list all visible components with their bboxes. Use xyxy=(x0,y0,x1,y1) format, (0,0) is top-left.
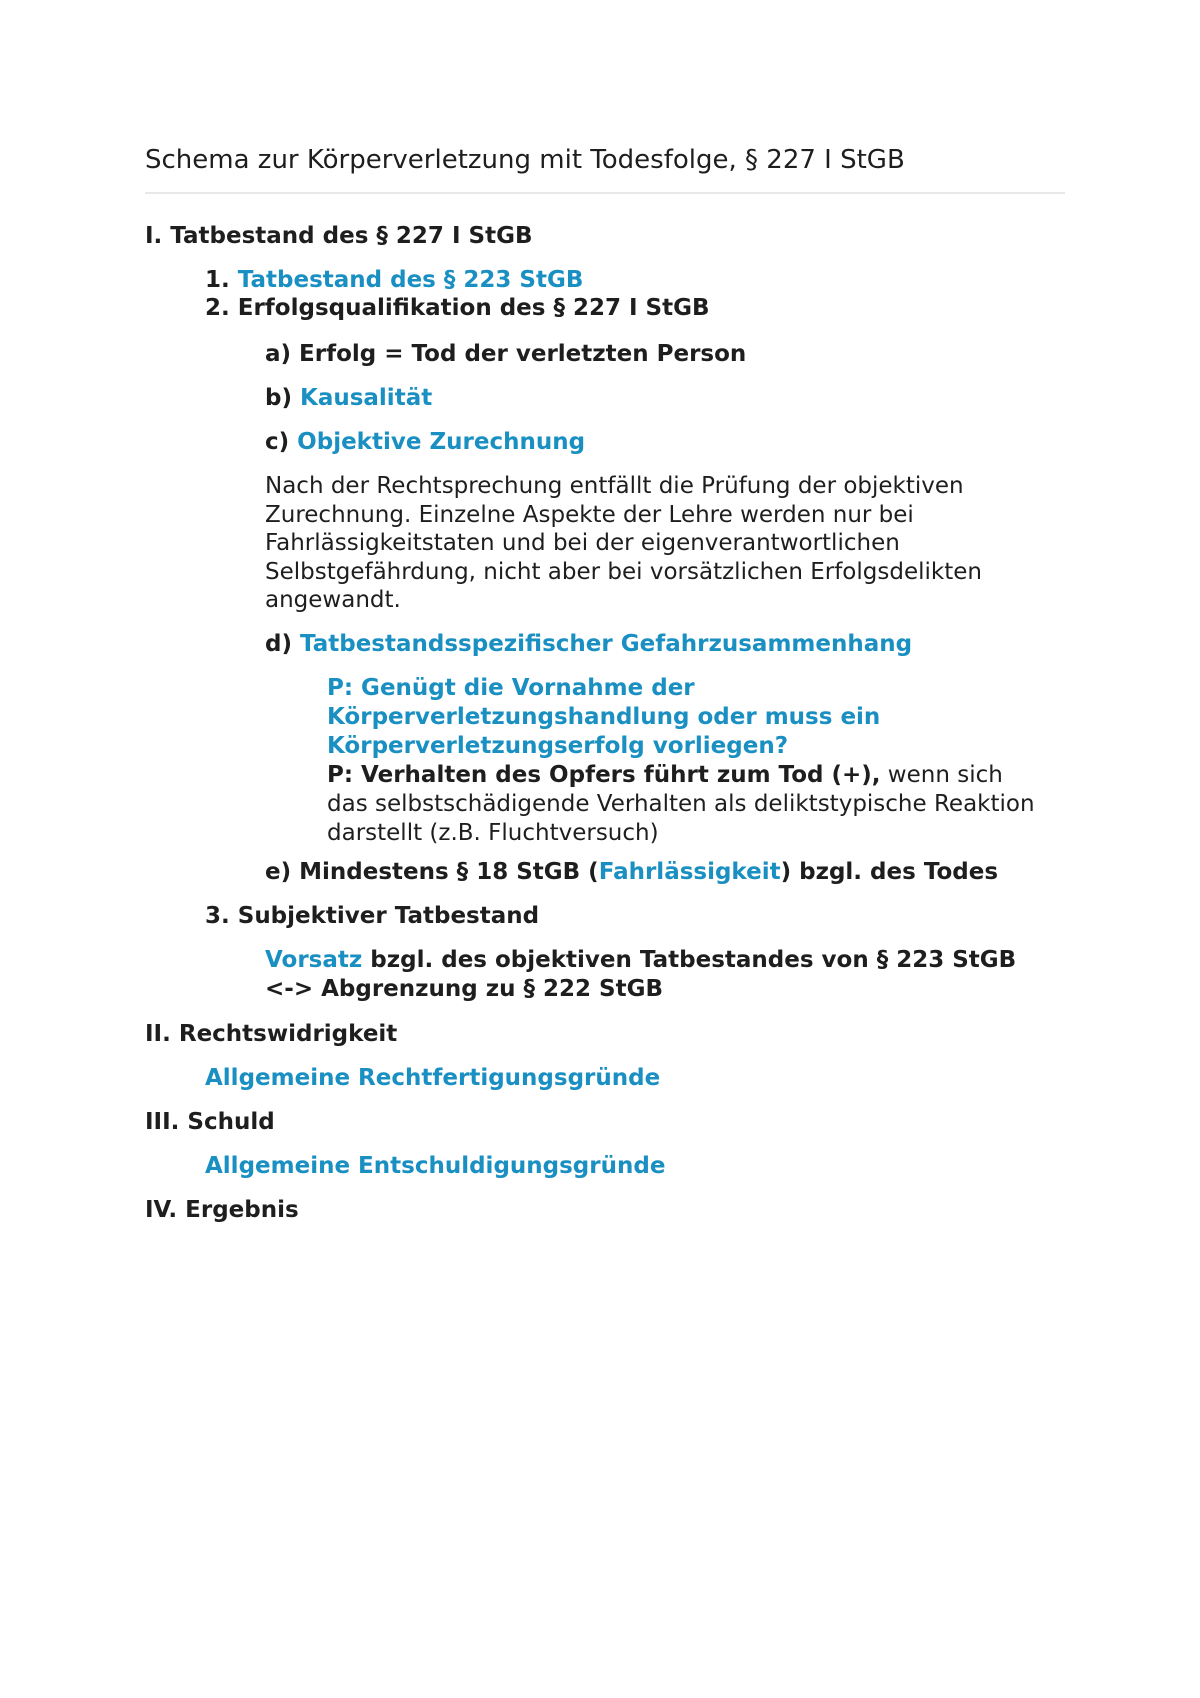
abgrenzung-line: <-> Abgrenzung zu § 222 StGB xyxy=(265,976,664,1002)
title-divider xyxy=(145,192,1065,194)
section-3-heading: III. Schuld xyxy=(145,1109,275,1135)
item-2e-post: ) bzgl. des Todes xyxy=(780,859,999,885)
link-gefahrzusammenhang[interactable]: Tatbestandsspezifischer Gefahrzusammenhang xyxy=(300,631,913,657)
item-2: 2. Erfolgsqualifikation des § 227 I StGB xyxy=(205,295,710,321)
item-2c xyxy=(265,428,585,457)
link-fahrlaessigkeit[interactable]: Fahrlässigkeit xyxy=(598,859,781,885)
document-page xyxy=(145,140,1065,194)
zurechnung-note: Nach der Rechtsprechung entfällt die Prüfung der objektiven Zurechnung. Einzelne Aspekte der Lehre werden nur bei Fahrlässigkeitstaten und bei der eigenverantwortlichen Selbstgefährdung, nicht aber bei vorsätzlichen Erfolgsdelikten angewandt. xyxy=(265,473,982,614)
item-3: 3. Subjektiver Tatbestand xyxy=(205,903,540,929)
link-kausalitaet[interactable]: Kausalität xyxy=(300,385,433,411)
problem-2-bold: P: Verhalten des Opfers führt zum Tod (+), xyxy=(327,762,881,788)
item-2b xyxy=(265,384,432,413)
item-2e-pre: e) Mindestens § 18 StGB ( xyxy=(265,859,599,885)
item-2e xyxy=(265,858,998,887)
problem-block xyxy=(327,674,1047,848)
section-2-heading: II. Rechtswidrigkeit xyxy=(145,1021,398,1047)
page-title: Schema zur Körperverletzung mit Todesfolge, § 227 I StGB xyxy=(145,145,905,175)
item-2d-label: d) xyxy=(265,631,292,657)
item-1-number: 1. xyxy=(205,267,230,293)
section-1-heading: I. Tatbestand des § 227 I StGB xyxy=(145,223,533,249)
section-4-heading: IV. Ergebnis xyxy=(145,1197,299,1223)
vorsatz-line xyxy=(265,946,1016,975)
link-entschuldigungsgruende[interactable]: Allgemeine Entschuldigungsgründe xyxy=(205,1153,666,1179)
link-vorsatz[interactable]: Vorsatz xyxy=(265,947,363,973)
vorsatz-rest: bzgl. des objektiven Tatbestandes von § 223 StGB xyxy=(362,947,1017,973)
item-2d xyxy=(265,630,912,659)
link-tatbestand-223[interactable]: Tatbestand des § 223 StGB xyxy=(237,267,584,293)
link-rechtfertigungsgruende[interactable]: Allgemeine Rechtfertigungsgründe xyxy=(205,1065,661,1091)
item-2b-label: b) xyxy=(265,385,292,411)
item-2a: a) Erfolg = Tod der verletzten Person xyxy=(265,341,747,367)
item-2c-label: c) xyxy=(265,429,290,455)
problem-1-link[interactable]: P: Genügt die Vornahme der Körperverletzungshandlung oder muss ein Körperverletzungserfolg vorliegen? xyxy=(327,675,881,759)
item-1 xyxy=(205,266,583,295)
problem-2-rest: wenn sich das selbstschädigende Verhalten als deliktstypische Reaktion darstellt (z.B. Fluchtversuch) xyxy=(327,762,1035,846)
problem-2 xyxy=(327,761,1047,848)
link-objektive-zurechnung[interactable]: Objektive Zurechnung xyxy=(297,429,586,455)
